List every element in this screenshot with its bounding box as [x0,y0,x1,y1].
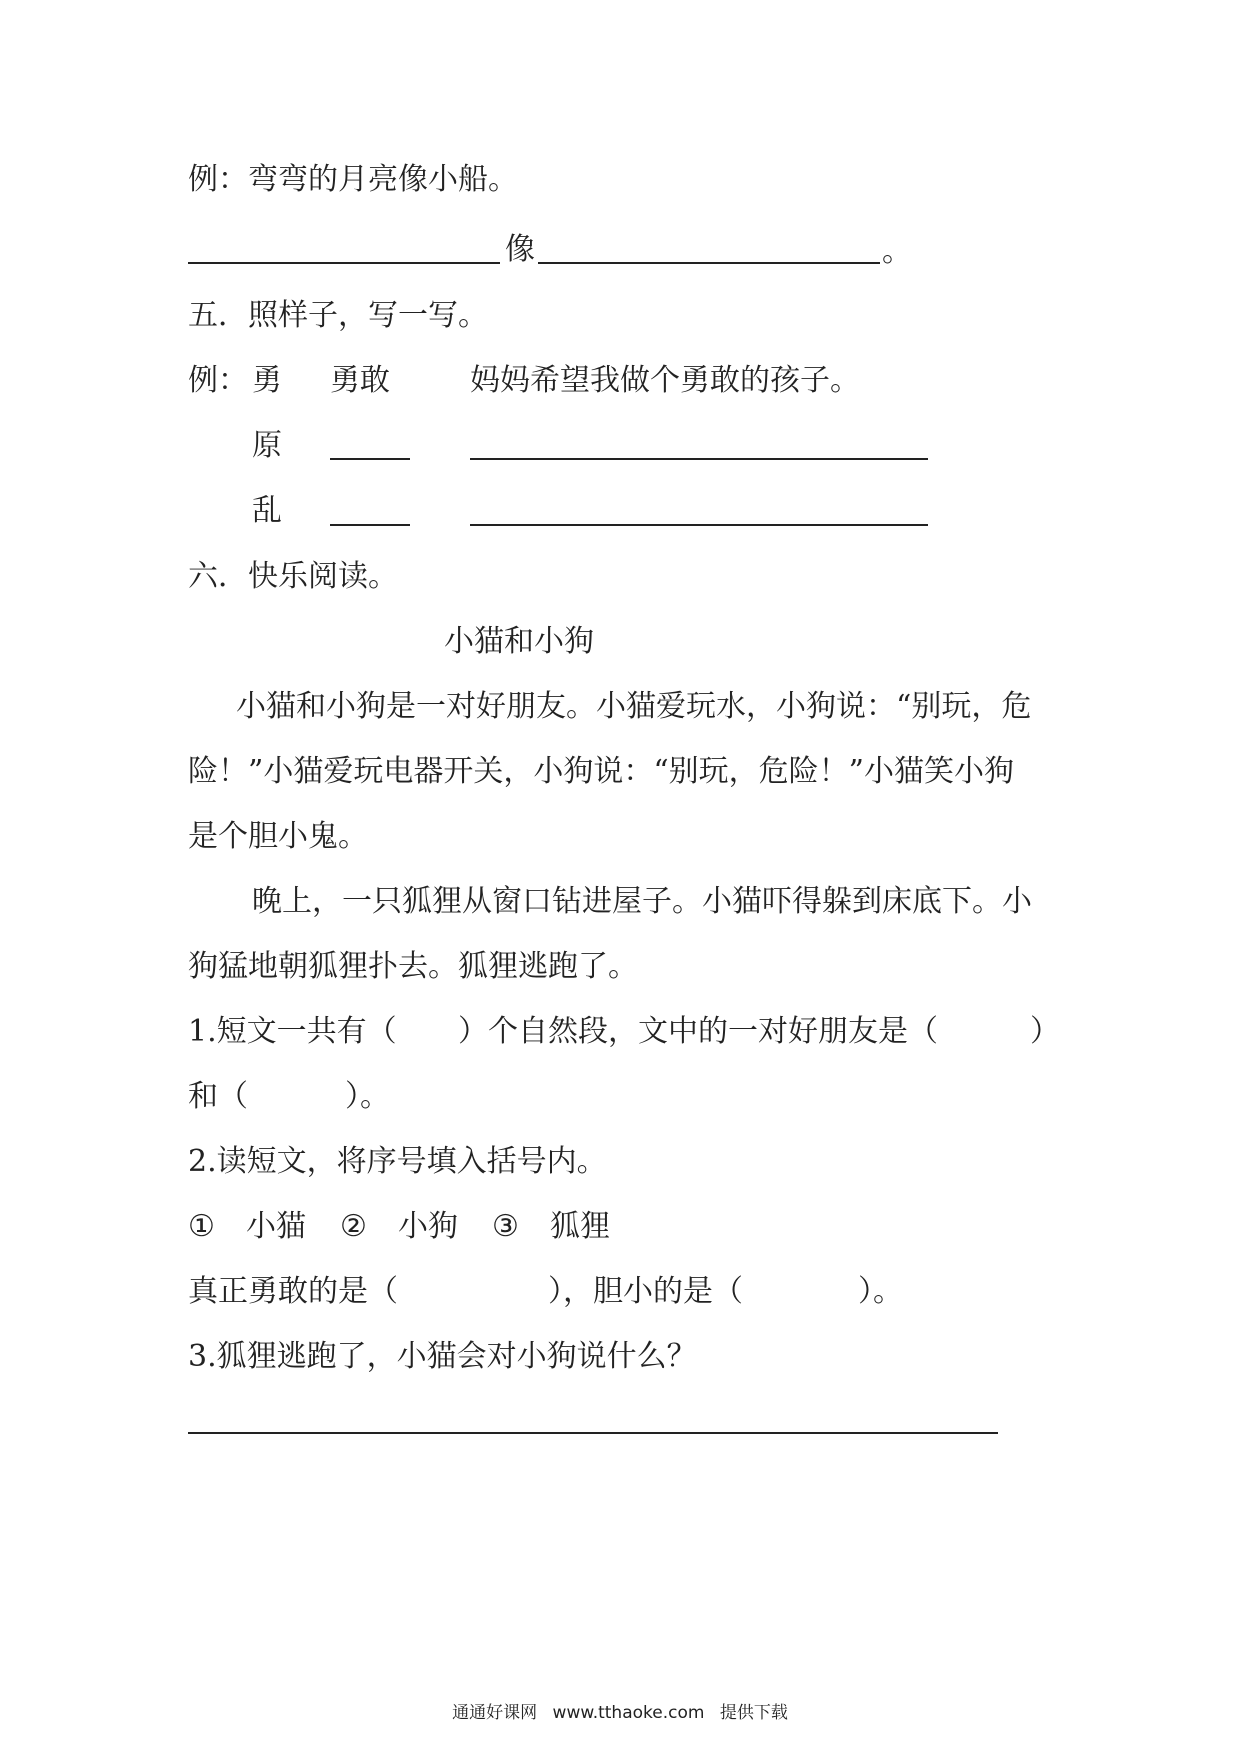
example-label: 例： [188,363,248,398]
example-word: 勇敢 [330,363,390,398]
q2-fill-c: ）。 [858,1274,903,1309]
footer-site-name: 通通好课网 [452,1703,538,1723]
sentence-blank-2[interactable] [470,524,928,526]
q1-part-c: ） [1030,1014,1060,1049]
paragraph1-line2: 险！”小猫爱玩电器开关，小狗说：“别玩，危险！”小猫笑小狗 [188,754,1015,789]
q1-line2-b: ）。 [345,1079,390,1114]
q2-text: 2.读短文，将序号填入括号内。 [188,1144,607,1179]
q1-part-a: 1.短文一共有（ [188,1014,397,1049]
word-blank-1[interactable] [330,458,410,460]
footer-url: www.tthaoke.com [552,1703,705,1723]
section5-heading: 五．照样子，写一写。 [188,298,488,333]
paragraph1-line1: 小猫和小狗是一对好朋友。小猫爱玩水，小狗说：“别玩，危 [236,689,1032,724]
section6-heading: 六．快乐阅读。 [188,559,398,594]
q3-answer-line[interactable] [188,1432,998,1434]
sentence-blank-1[interactable] [470,458,928,460]
page-footer [0,1702,1240,1724]
example-char: 勇 [252,363,282,398]
paragraph2-line2: 狗猛地朝狐狸扑去。狐狸逃跑了。 [188,949,638,984]
option-2-num: ② [340,1209,367,1244]
option-3-label: 狐狸 [550,1209,610,1244]
q2-fill-b: ），胆小的是（ [548,1274,743,1309]
option-3-num: ③ [492,1209,519,1244]
paragraph1-line3: 是个胆小鬼。 [188,819,368,854]
char-luan: 乱 [252,493,282,528]
option-1-label: 小猫 [246,1209,306,1244]
option-2-label: 小狗 [398,1209,458,1244]
story-title: 小猫和小狗 [444,624,594,659]
answer-blank-right[interactable] [538,262,880,264]
end-mark: 。 [882,234,912,269]
q1-line2-a: 和（ [188,1079,248,1114]
like-word: 像 [505,232,535,267]
word-blank-2[interactable] [330,524,410,526]
q1-part-b: ）个自然段，文中的一对好朋友是（ [458,1014,938,1049]
paragraph2-line1: 晚上，一只狐狸从窗口钻进屋子。小猫吓得躲到床底下。小 [252,884,1032,919]
answer-blank-left[interactable] [188,262,500,264]
example-sentence: 例：弯弯的月亮像小船。 [188,162,518,197]
example-sentence-5: 妈妈希望我做个勇敢的孩子。 [470,363,860,398]
option-1-num: ① [188,1209,215,1244]
char-yuan: 原 [252,428,282,463]
footer-suffix: 提供下载 [719,1703,788,1723]
q3-text: 3.狐狸逃跑了，小猫会对小狗说什么？ [188,1339,697,1374]
q2-fill-a: 真正勇敢的是（ [188,1274,398,1309]
